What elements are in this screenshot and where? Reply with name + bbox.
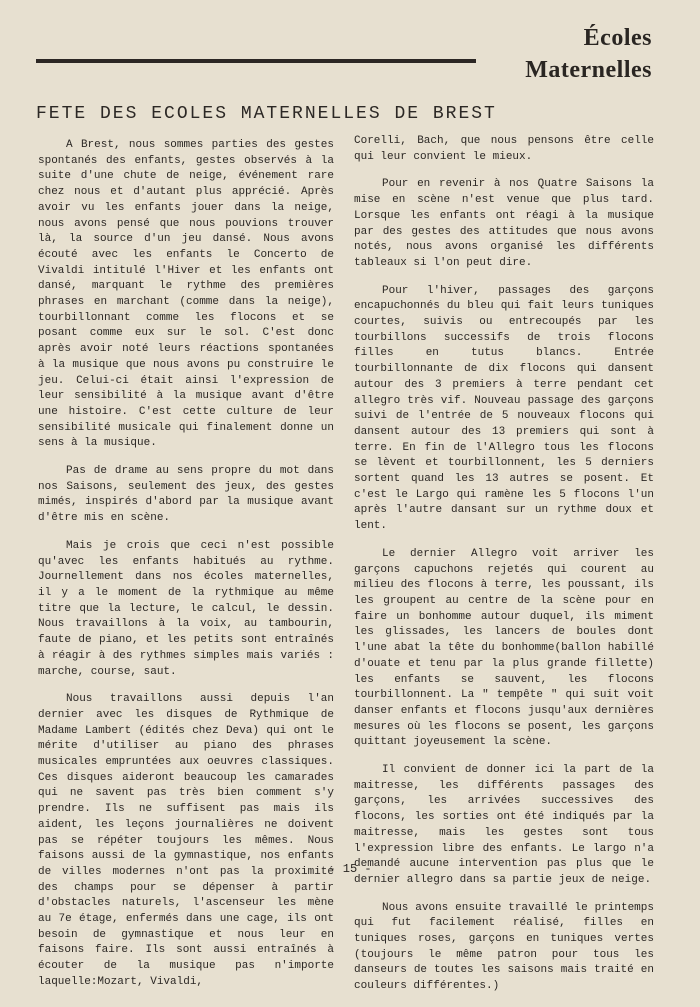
section-title [472,22,652,86]
paragraph: Pas de drame au sens propre du mot dans nos Saisons, seulement des jeux, des gestes mimés, inspirés d'abord par la musique avant d'être mis en scène. [38,465,334,525]
header-rule [36,59,476,63]
paragraph: Le dernier Allegro voit arriver les garçons capuchons rejetés qui courent au milieu des flocons à terre, les poussant, ils les groupent au centre de la scène pour en faire un bonhomme autour duquel, ils miment les glissades, les lancers de boules dont l'une abat la tête du bonhomme(ballon habillé d'ouate et tenu par la plus grande fillette) les enfants se sauvent, les flocons tourbillonnent. La " tempête " qui suit voit danser enfants et flocons jusqu'aux dernières mesures où les flocons se posent, les garçons quittant joyeusement la scène. [354,547,654,749]
paragraph: Mais je crois que ceci n'est possible qu'avec les enfants habitués au rythme. Journellement dans nos écoles maternelles, il y a le moment de la rythmique au même titre que la lecture, le calcul, le dessin. Nous travaillons à la voix, au tambourin, faute de piano, et les petits sont entraînés à réagir à des rythmes simples mais variés : marche, course, saut. [38,539,334,678]
paragraph: Pour en revenir à nos Quatre Saisons la mise en scène n'est venue que plus tard. Lorsque les enfants ont réagi à la musique par des gestes des attitudes que nous avons notés, nous avons organisé les différents tableaux si l'on peut dire. [354,178,654,269]
paragraph: A Brest, nous sommes parties des gestes spontanés des enfants, gestes observés à la suite d'une chute de neige, événement rare chez nous et d'autant plus apprécié. Après avoir vu les enfants jouer dans la neige, nous avons pensé que nous pouvions trouver là, la source d'un jeu dansé. Nous avons écouté avec les enfants le Concerto de Vivaldi intitulé l'Hiver et les enfants ont dansé, marquant le rythme des premières phrases en marchant (comme dans la neige), tourbillonnant comme les flocons et se posant comme eux sur le sol. C'est donc après avoir noté leurs réactions spontanées à la musique que nous avons pu construire le jeu. Celui-ci était ainsi l'expression de leur sensibilité à la musique avant d'être une histoire. C'est cette culture de leur sensibilité musicale qui finalement donne un sens à la musique. [38,139,334,450]
section-title-line-2: Maternelles [525,57,652,83]
paragraph: Nous travaillons aussi depuis l'an dernier avec les disques de Rythmique de Madame Lambert (édités chez Deva) qui ont le mérite d'utiliser au piano des phrases musicales empruntées aux oeuvres classiques. Ces disques aideront beaucoup les camarades qui ne savent pas très bien comment s'y prendre. Ils ne suffisent pas mais ils aident, les leçons journalières ne doivent pas se répéter toujours les mêmes. Nous faisons aussi de la gymnastique, nos enfants de villes modernes n'ont pas la proximité des champs pour se dépenser à partir d'obstacles naturels, l'ascenseur les mène au 7e étage, enfermés dans une cage, ils ont besoin de gymnastique et nous leur en faisons faire. Ils sont aussi entraînés à écouter de la musique pas n'importe laquelle:Mozart, Vivaldi, [38,693,334,988]
paragraph: Pour l'hiver, passages des garçons encapuchonnés du bleu qui fait leurs tuniques courtes, suivis ou entrecoupés par les tourbillons successifs de trois flocons filles en tutus blancs. Entrée tourbillonnante de dix flocons qui dansent autour des 3 premiers à terre pendant cet allegro très vif. Nouveau passage des garçons suivi de l'entrée de 5 nouveaux flocons qui dansent autour des 13 premiers qui sont à terre. En fin de l'Allegro tous les flocons se lèvent et tourbillonnent, les 5 derniers sortent quand les 13 autres se posent. Et c'est le Largo qui ramène les 5 flocons l'un après l'autre dansant sur un rythme doux et lent. [354,284,654,533]
paragraph: Il convient de donner ici la part de la maitresse, les différents passages des garçons, les arrivées successives des flocons, les sorties ont été indiqués par la maitresse, mais les gestes sont tous l'expression libre des enfants. Le largo n'a demandé aucune intervention pas plus que le dernier allegro dans sa partie jeux de neige. [354,764,654,886]
article-title: FETE DES ECOLES MATERNELLES DE BREST [36,104,497,124]
page-number: - 15 - [328,862,372,876]
section-title-line-1: Écoles [583,25,652,51]
paragraph: Corelli, Bach, que nous pensons être celle qui leur convient le mieux. [354,135,654,163]
paragraph: Nous avons ensuite travaillé le printemps qui fut facilement réalisé, filles en tuniques roses, garçons en tuniques vertes (toujours le même patron pour tous les danseurs de toutes les saisons mais traité en couleurs différentes.) [354,901,654,993]
